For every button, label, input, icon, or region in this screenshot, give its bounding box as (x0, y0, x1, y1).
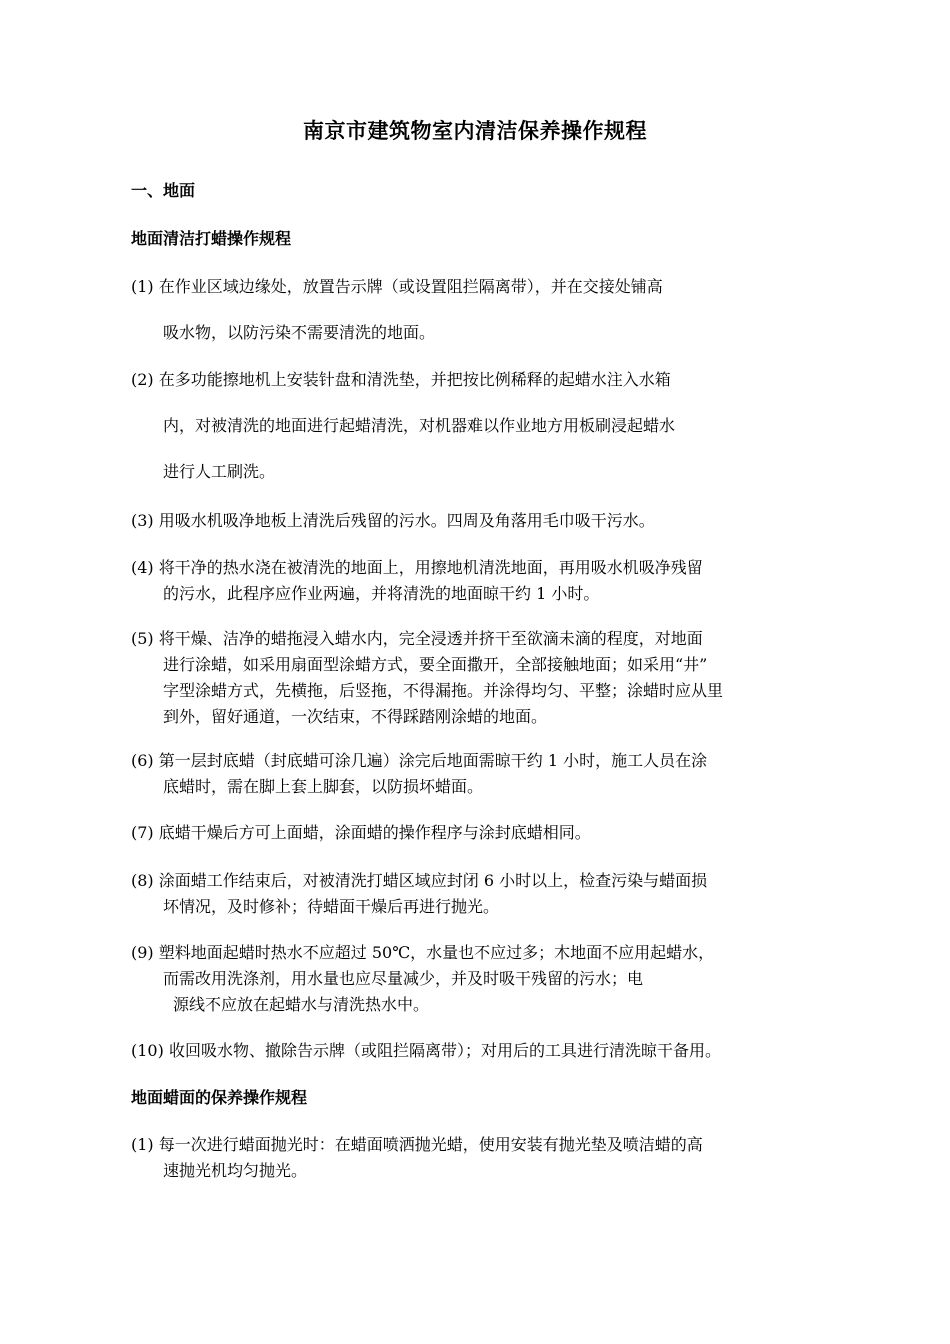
item-number: (7) (131, 823, 154, 842)
list-item (131, 626, 851, 730)
subsection-heading-waxing: 地面清洁打蜡操作规程 (131, 229, 292, 248)
list-item (131, 940, 851, 1018)
item-text: 内，对被清洗的地面进行起蜡清洗，对机器难以作业地方用板刷浸起蜡水 (163, 416, 676, 435)
item-text: 进行人工刷洗。 (163, 462, 276, 481)
item-text: 底蜡干燥后方可上面蜡，涂面蜡的操作程序与涂封底蜡相同。 (158, 823, 591, 842)
item-text: 而需改用洗涤剂，用水量也应尽量减少，并及时吸干残留的污水；电 (163, 969, 644, 988)
item-number: (1) (131, 277, 154, 296)
item-text: 用吸水机吸净地板上清洗后残留的污水。四周及角落用毛巾吸干污水。 (158, 511, 655, 530)
item-text: 塑料地面起蜡时热水不应超过 50℃，水量也不应过多；木地面不应用起蜡水， (158, 943, 715, 962)
item-text: 底蜡时，需在脚上套上脚套，以防损坏蜡面。 (163, 777, 484, 796)
item-number: (3) (131, 511, 154, 530)
item-text: 源线不应放在起蜡水与清洗热水中。 (173, 995, 430, 1014)
list-item (131, 1132, 851, 1184)
list-item (131, 820, 851, 846)
item-number: (8) (131, 871, 154, 890)
item-number: (10) (131, 1041, 164, 1060)
item-text: 第一层封底蜡（封底蜡可涂几遍）涂完后地面需晾干约 1 小时，施工人员在涂 (158, 751, 708, 770)
item-number: (6) (131, 751, 154, 770)
item-text: 涂面蜡工作结束后，对被清洗打蜡区域应封闭 6 小时以上，检查污染与蜡面损 (158, 871, 708, 890)
item-text: 字型涂蜡方式，先横拖，后竖拖，不得漏拖。并涂得均匀、平整；涂蜡时应从里 (163, 681, 724, 700)
item-text: 吸水物，以防污染不需要清洗的地面。 (163, 323, 436, 342)
list-item (131, 508, 851, 534)
item-text: 进行涂蜡，如采用扇面型涂蜡方式，要全面撒开，全部接触地面；如采用“井” (163, 655, 708, 674)
item-text: 将干净的热水浇在被清洗的地面上，用擦地机清洗地面，再用吸水机吸净残留 (158, 558, 703, 577)
section-heading-floor: 一、地面 (131, 181, 196, 200)
list-item (131, 555, 851, 607)
item-number: (4) (131, 558, 154, 577)
item-text: 的污水，此程序应作业两遍，并将清洗的地面晾干约 1 小时。 (163, 584, 600, 603)
list-item (131, 264, 851, 356)
list-item (131, 748, 851, 800)
item-text: 到外，留好通道，一次结束，不得踩踏刚涂蜡的地面。 (163, 707, 548, 726)
item-text: 在作业区域边缘处，放置告示牌（或设置阻拦隔离带），并在交接处铺高 (158, 277, 663, 296)
item-number: (1) (131, 1135, 154, 1154)
item-text: 速抛光机均匀抛光。 (163, 1161, 308, 1180)
item-text: 将干燥、洁净的蜡拖浸入蜡水内，完全浸透并挤干至欲滴未滴的程度，对地面 (158, 629, 703, 648)
list-item (131, 1038, 851, 1064)
subsection-heading-maintenance: 地面蜡面的保养操作规程 (131, 1088, 308, 1107)
item-text: 每一次进行蜡面抛光时：在蜡面喷洒抛光蜡，使用安装有抛光垫及喷洁蜡的高 (158, 1135, 703, 1154)
item-text: 在多功能擦地机上安装针盘和清洗垫，并把按比例稀释的起蜡水注入水箱 (158, 370, 671, 389)
item-number: (5) (131, 629, 154, 648)
item-text: 坏情况，及时修补；待蜡面干燥后再进行抛光。 (163, 897, 500, 916)
list-item (131, 868, 851, 920)
item-text: 收回吸水物、撤除告示牌（或阻拦隔离带）；对用后的工具进行清洗晾干备用。 (168, 1041, 721, 1060)
item-number: (9) (131, 943, 154, 962)
document-title: 南京市建筑物室内清洁保养操作规程 (303, 119, 647, 143)
item-number: (2) (131, 370, 154, 389)
list-item (131, 357, 851, 495)
